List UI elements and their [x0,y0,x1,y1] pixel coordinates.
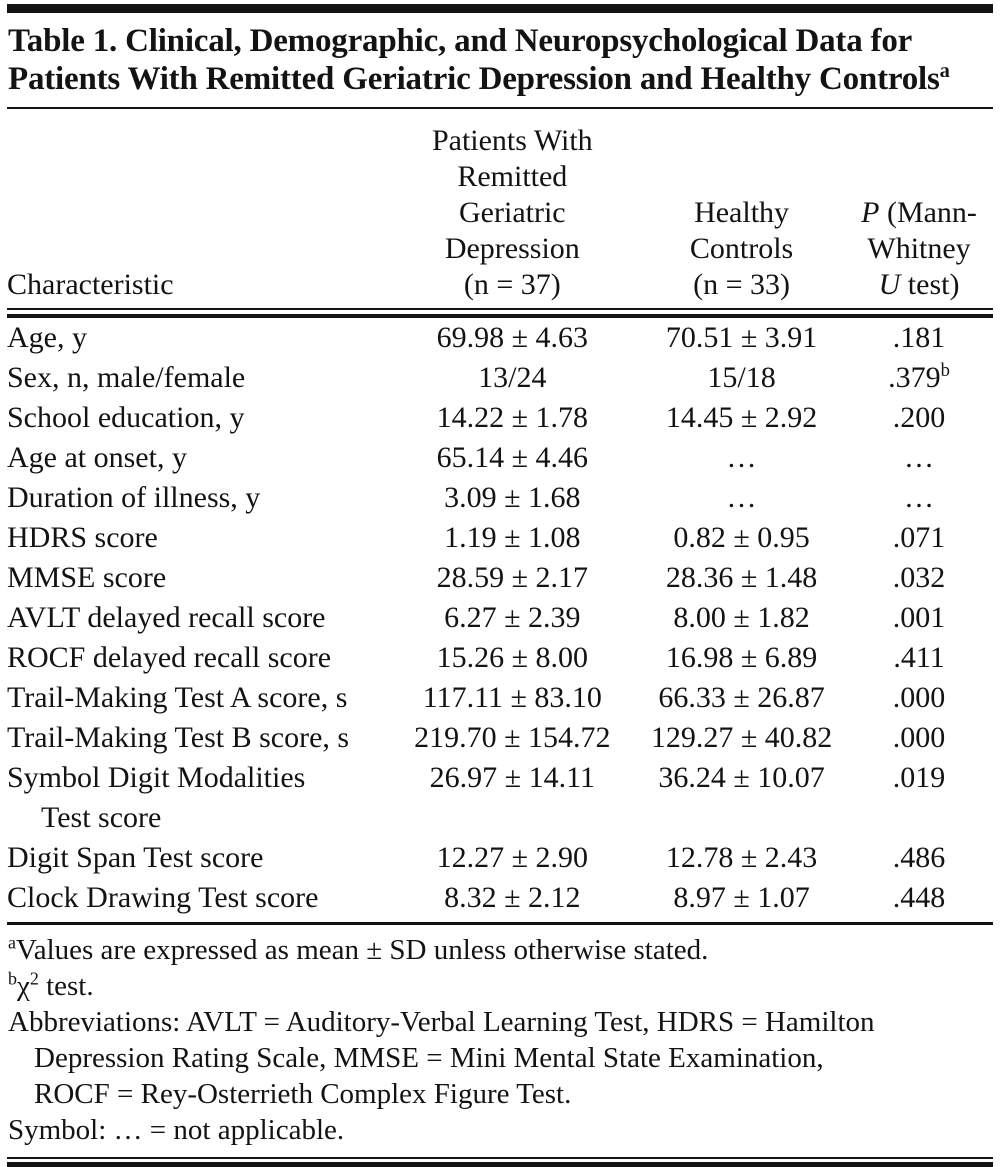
footnote-line [8,1112,993,1148]
footnote-text: χ [16,970,30,1002]
patients-value-cell: 65.14 ± 4.46 [436,441,589,474]
row-characteristic-line: HDRS score [7,521,158,554]
row-characteristic-line: ROCF delayed recall score [7,641,332,674]
header-line-text: test) [900,268,960,301]
footnote-text: Values are expressed as mean ± SD unless otherwise stated. [15,934,709,966]
footnote-line [8,968,993,1004]
patients-value-cell: 28.59 ± 2.17 [436,561,589,594]
row-characteristic-cell [7,518,387,558]
data-table [7,109,993,925]
p-value-cell: .379$^b$ [888,360,950,394]
p-value-cell: .032 [892,561,946,594]
row-characteristic-cell [7,638,387,678]
patients-value-cell: 6.27 ± 2.39 [444,601,581,634]
header-line: Whitney [867,232,971,265]
controls-value-cell: 0.82 ± 0.95 [673,521,810,554]
table-row [7,678,993,718]
footnote-superscript: a [8,932,16,953]
col-header-p-value [845,109,993,309]
col-header-patients [387,109,638,309]
patients-value-cell: 12.27 ± 2.90 [436,841,589,874]
patients-value-cell: 69.98 ± 4.63 [436,321,589,354]
table-row [7,558,993,598]
header-line: Characteristic [7,268,174,301]
row-characteristic-cell [7,758,387,838]
row-characteristic-line: Sex, n, male/female [7,361,246,394]
footnote-superscript: b [8,968,17,989]
header-line: Remitted [457,160,568,193]
controls-value-cell: 70.51 ± 3.91 [665,321,818,354]
header-line-text: (Mann- [879,196,977,229]
row-characteristic-line: Symbol Digit Modalities [7,761,306,794]
p-value-cell: .019 [892,761,946,794]
table-row [7,438,993,478]
row-characteristic-cell [7,718,387,758]
p-value-cell: .071 [892,521,946,554]
table-row [7,718,993,758]
patients-value-cell: 14.22 ± 1.78 [436,401,589,434]
row-characteristic-line: Trail-Making Test B score, s [7,721,350,754]
table-title-text: Table 1. Clinical, Demographic, and Neuropsychological Data for Patients With Remitted Geriatric Depression and Healthy Controls [8,23,940,97]
controls-value-cell: 15/18 [707,361,776,394]
p-value-cell: .411 [893,641,945,674]
table-row [7,838,993,878]
p-value-cell: .448 [845,878,993,924]
p-value-cell: .486 [892,841,946,874]
row-characteristic-cell [7,398,387,438]
row-characteristic-cell [7,598,387,638]
controls-value-cell: 36.24 ± 10.07 [658,761,825,794]
patients-value-cell: 117.11 ± 83.10 [422,681,602,714]
controls-value-cell: 16.98 ± 6.89 [665,641,818,674]
patients-value-cell: 8.32 ± 2.12 [387,878,638,924]
header-line [845,267,993,303]
table-title-superscript: a [939,60,950,82]
table-row [7,518,993,558]
header-line: Patients With [431,124,593,157]
footnote-text: Symbol: … = not applicable. [8,1114,345,1146]
row-characteristic-line: AVLT delayed recall score [7,601,326,634]
patients-value-cell: 26.97 ± 14.11 [429,761,595,794]
p-value-superscript: b [940,360,950,381]
patients-value-cell: 219.70 ± 154.72 [414,721,611,754]
footnote-text: test. [38,970,94,1002]
row-characteristic-line: Trail-Making Test A score, s [7,681,348,714]
header-row [7,109,993,309]
controls-value-cell: … [726,441,757,474]
row-characteristic-cell [7,838,387,878]
table-title [8,22,993,98]
header-thick-rule-cell [7,309,993,318]
header-thick-rule-row [7,309,993,318]
table-row [7,758,993,838]
p-value-cell: .181 [892,321,946,354]
table-row [7,638,993,678]
p-symbol: P [861,196,880,229]
top-rule [7,4,993,13]
row-characteristic-line: Age, y [7,321,87,354]
controls-value-cell: 8.97 ± 1.07 [638,878,845,924]
table-row [7,478,993,518]
row-characteristic-line: Clock Drawing Test score [7,881,319,914]
header-line: Controls [689,232,794,265]
table-row [7,358,993,398]
header-line: (n = 33) [693,268,790,301]
footnote-line [8,1040,993,1076]
row-characteristic-cell [7,678,387,718]
footnote-line [8,932,993,968]
row-characteristic-line: Age at onset, y [7,441,187,474]
p-value-cell: … [904,441,935,474]
header-line: Depression [444,232,580,265]
controls-value-cell: 66.33 ± 26.87 [658,681,825,714]
footnote-line [8,1004,993,1040]
controls-value-cell: 28.36 ± 1.48 [665,561,818,594]
controls-value-cell: 8.00 ± 1.82 [673,601,810,634]
col-header-characteristic [7,109,387,309]
table-row [7,598,993,638]
controls-value-cell: 14.45 ± 2.92 [665,401,818,434]
row-characteristic-line-2: Test score [41,801,162,834]
footnote-line [8,1076,993,1112]
patients-value-cell: 13/24 [478,361,547,394]
p-value-cell: .200 [892,401,946,434]
row-characteristic-cell [7,478,387,518]
table-row [7,878,993,924]
col-header-controls [638,109,845,309]
row-characteristic-cell [7,558,387,598]
table-body [7,309,993,924]
row-characteristic-line: Digit Span Test score [7,841,264,874]
u-symbol: U [878,268,901,301]
row-characteristic-line: Duration of illness, y [7,481,261,514]
row-characteristic-line: School education, y [7,401,245,434]
footnote-text: Depression Rating Scale, MMSE = Mini Mental State Examination, [34,1042,824,1074]
row-characteristic-cell [7,318,387,358]
row-characteristic-cell [7,358,387,398]
row-characteristic-cell [7,878,387,924]
p-value-cell: .000 [892,681,946,714]
patients-value-cell: 15.26 ± 8.00 [436,641,589,674]
table-row [7,398,993,438]
header-line: Healthy [694,196,790,229]
footnote-text: Abbreviations: AVLT = Auditory-Verbal Learning Test, HDRS = Hamilton [8,1006,875,1038]
controls-value-cell: … [726,481,757,514]
patients-value-cell: 3.09 ± 1.68 [444,481,581,514]
row-characteristic-line: MMSE score [7,561,167,594]
footnote-text: ROCF = Rey-Osterrieth Complex Figure Test. [34,1078,572,1110]
footnotes [7,925,993,1157]
bottom-rule-thin [7,1157,993,1159]
header-line [845,195,993,231]
controls-value-cell: 129.27 ± 40.82 [650,721,833,754]
header-line: Geriatric [459,196,566,229]
patients-value-cell: 1.19 ± 1.08 [444,521,581,554]
header-line: (n = 37) [463,268,561,301]
p-value-cell: .001 [892,601,946,634]
controls-value-cell: 12.78 ± 2.43 [665,841,818,874]
footnote-superscript: 2 [29,968,39,989]
p-value-cell: .000 [892,721,946,754]
table-row [7,318,993,358]
p-value-cell: … [904,481,935,514]
bottom-rule-thick [7,1162,993,1167]
row-characteristic-cell [7,438,387,478]
